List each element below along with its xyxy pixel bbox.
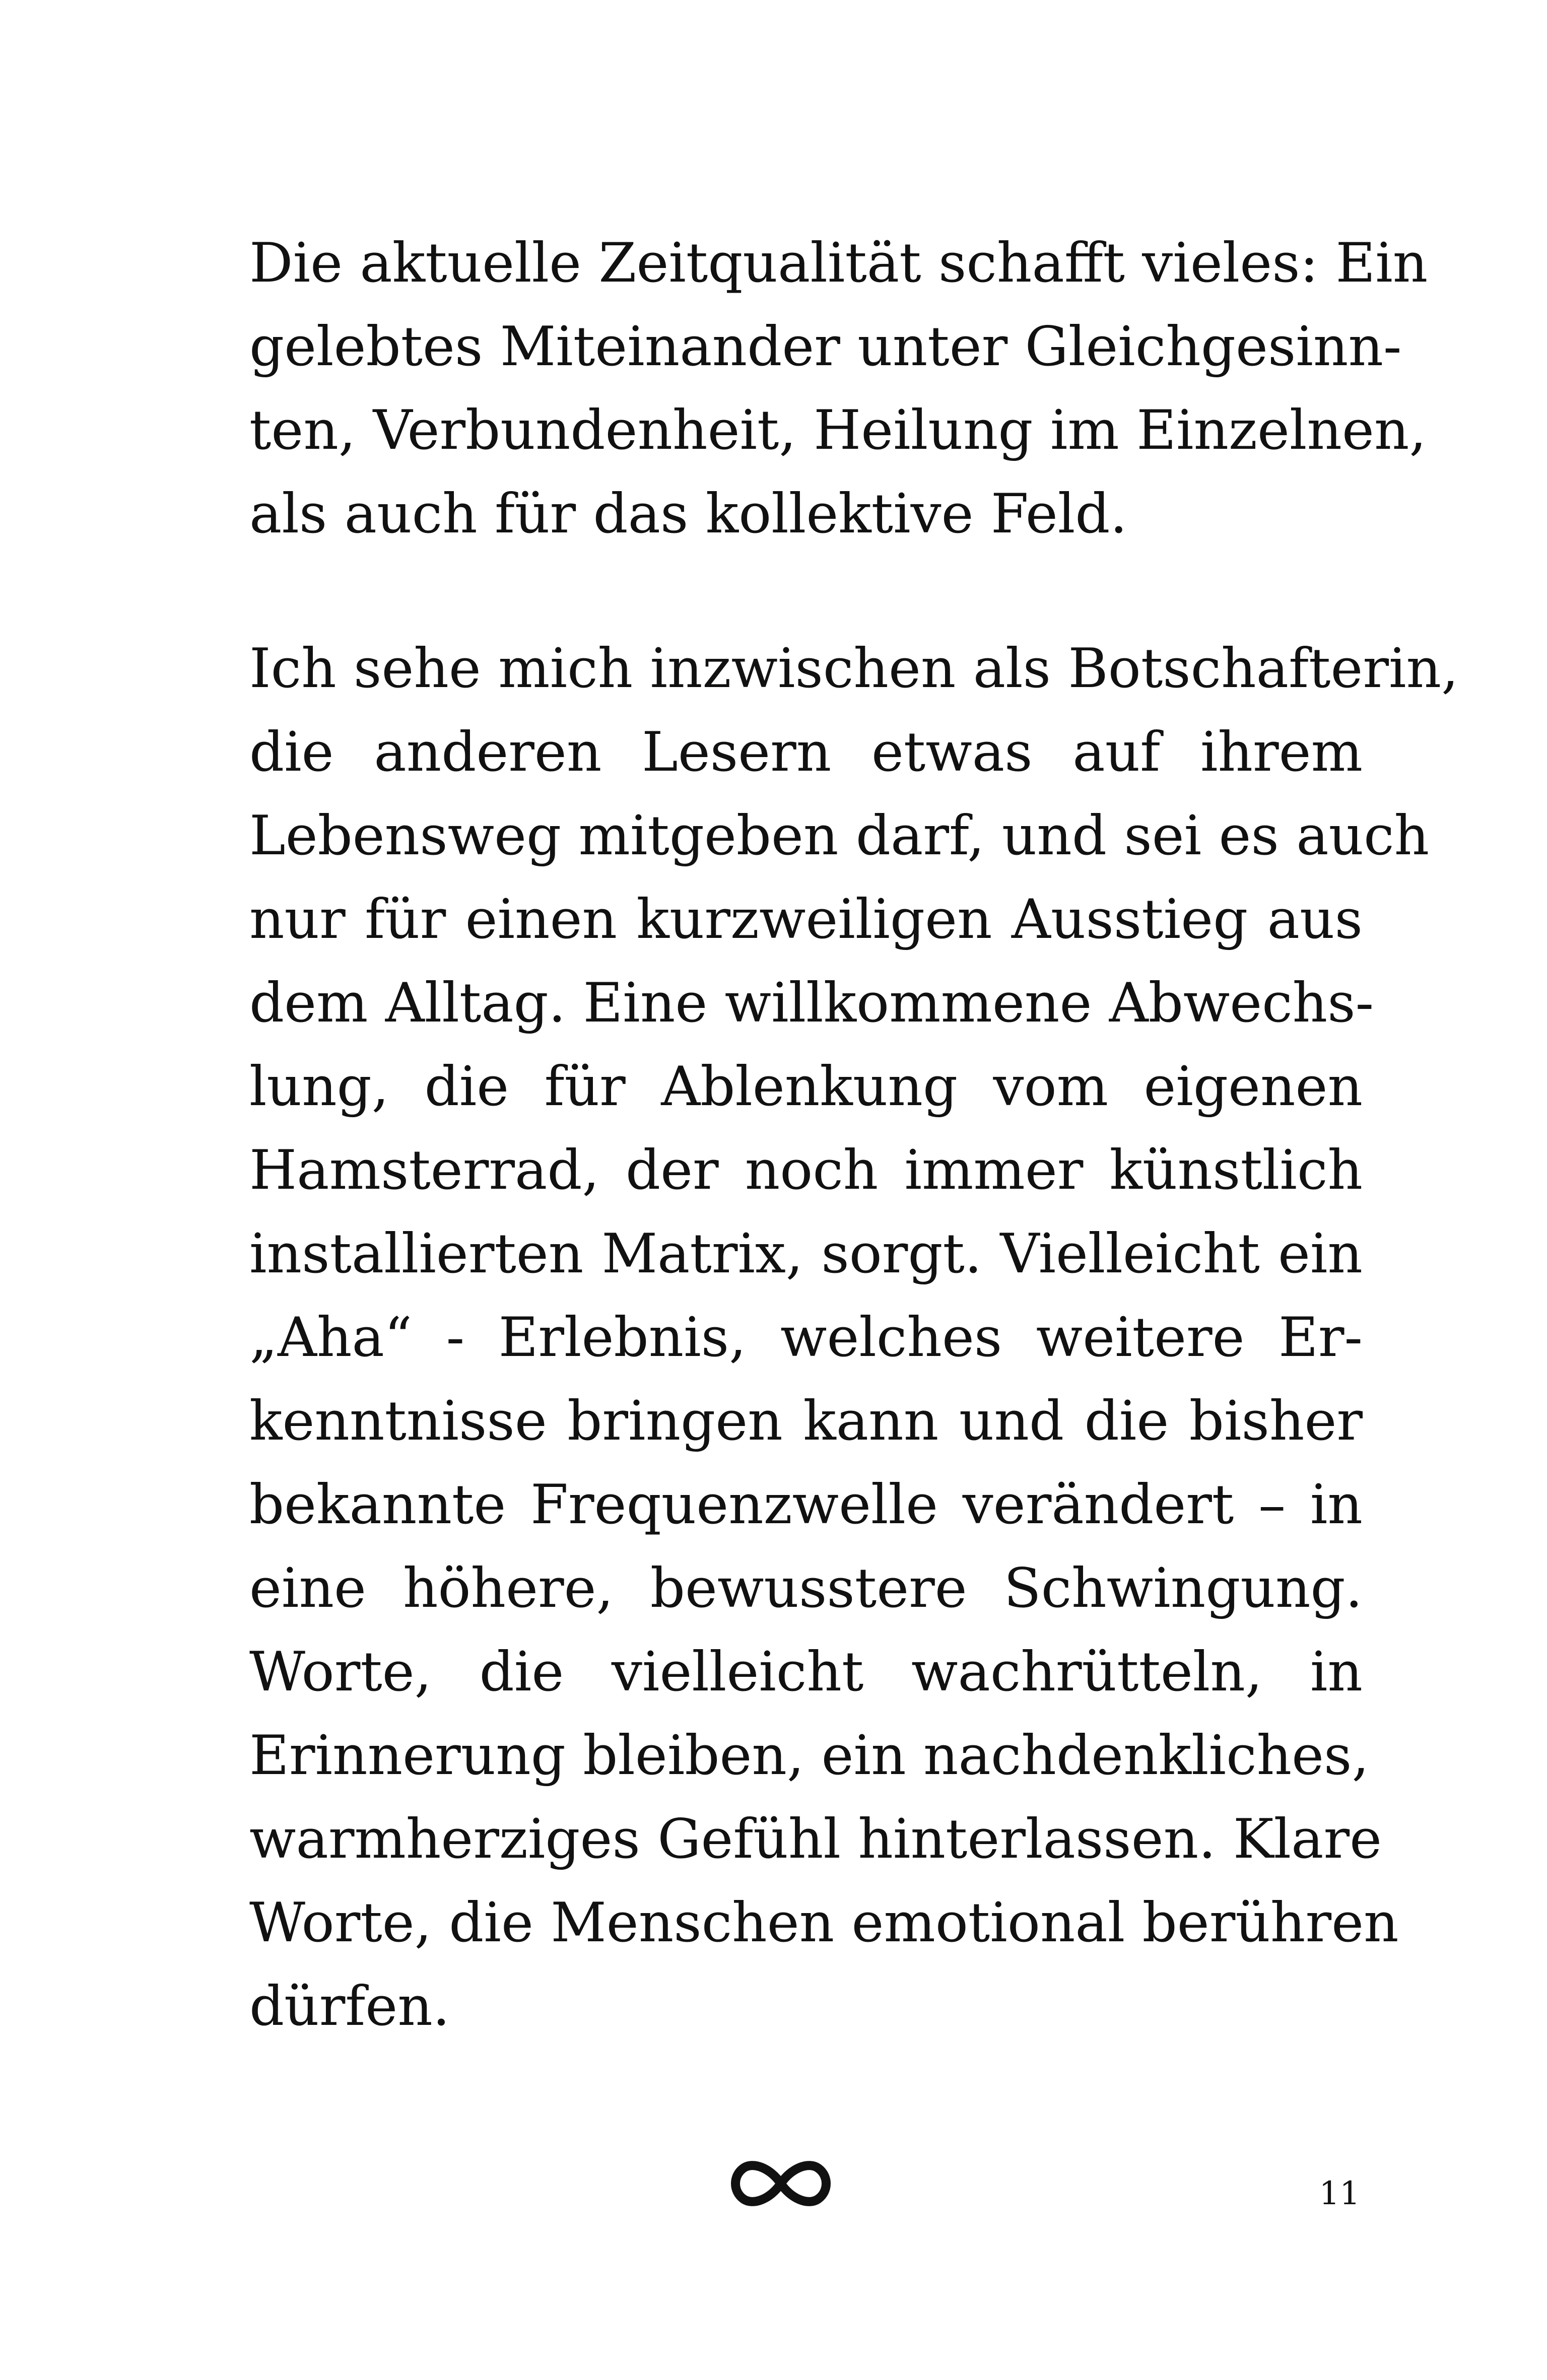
paragraph-line: gelebtes Miteinander unter Gleichgesinn- xyxy=(249,315,1402,378)
paragraph-line: lung, die für Ablenkung vom eigenen xyxy=(249,1055,1363,1118)
paragraph-line: Worte, die vielleicht wachrütteln, in xyxy=(249,1641,1363,1704)
paragraph-line: kenntnisse bringen kann und die bisher xyxy=(249,1390,1363,1453)
page-number: 11 xyxy=(1319,2175,1360,2212)
paragraph-line: Hamsterrad, der noch immer künstlich xyxy=(249,1139,1363,1202)
paragraph-line: Die aktuelle Zeitqualität schafft vieles: Ein xyxy=(249,232,1428,295)
paragraph-line: installierten Matrix, sorgt. Vielleicht ein xyxy=(249,1222,1363,1285)
infinity-icon xyxy=(725,2156,836,2211)
paragraph-line: warmherziges Gefühl hinterlassen. Klare xyxy=(249,1808,1382,1871)
paragraph-line: dürfen. xyxy=(249,1975,450,2038)
paragraph-1 xyxy=(249,222,1428,556)
paragraph-line: nur für einen kurzweiligen Ausstieg aus xyxy=(249,888,1363,951)
paragraph-line: die anderen Lesern etwas auf ihrem xyxy=(249,721,1363,784)
paragraph-line: Lebensweg mitgeben darf, und sei es auch xyxy=(249,804,1430,867)
paragraph-line: Worte, die Menschen emotional berühren xyxy=(249,1891,1399,1954)
paragraph-line: ten, Verbundenheit, Heilung im Einzelnen, xyxy=(249,399,1427,462)
paragraph-line: eine höhere, bewusstere Schwingung. xyxy=(249,1557,1363,1620)
paragraph-line: „Aha“ - Erlebnis, welches weitere Er- xyxy=(249,1306,1363,1369)
paragraph-line: Erinnerung bleiben, ein nachdenkliches, xyxy=(249,1724,1369,1787)
paragraph-line: Ich sehe mich inzwischen als Botschafterin, xyxy=(249,637,1459,700)
paragraph-line: bekannte Frequenzwelle verändert – in xyxy=(249,1473,1363,1536)
paragraph-2 xyxy=(249,627,1459,2049)
paragraph-line: dem Alltag. Eine willkommene Abwechs- xyxy=(249,972,1374,1035)
paragraph-line: als auch für das kollektive Feld. xyxy=(249,483,1127,546)
